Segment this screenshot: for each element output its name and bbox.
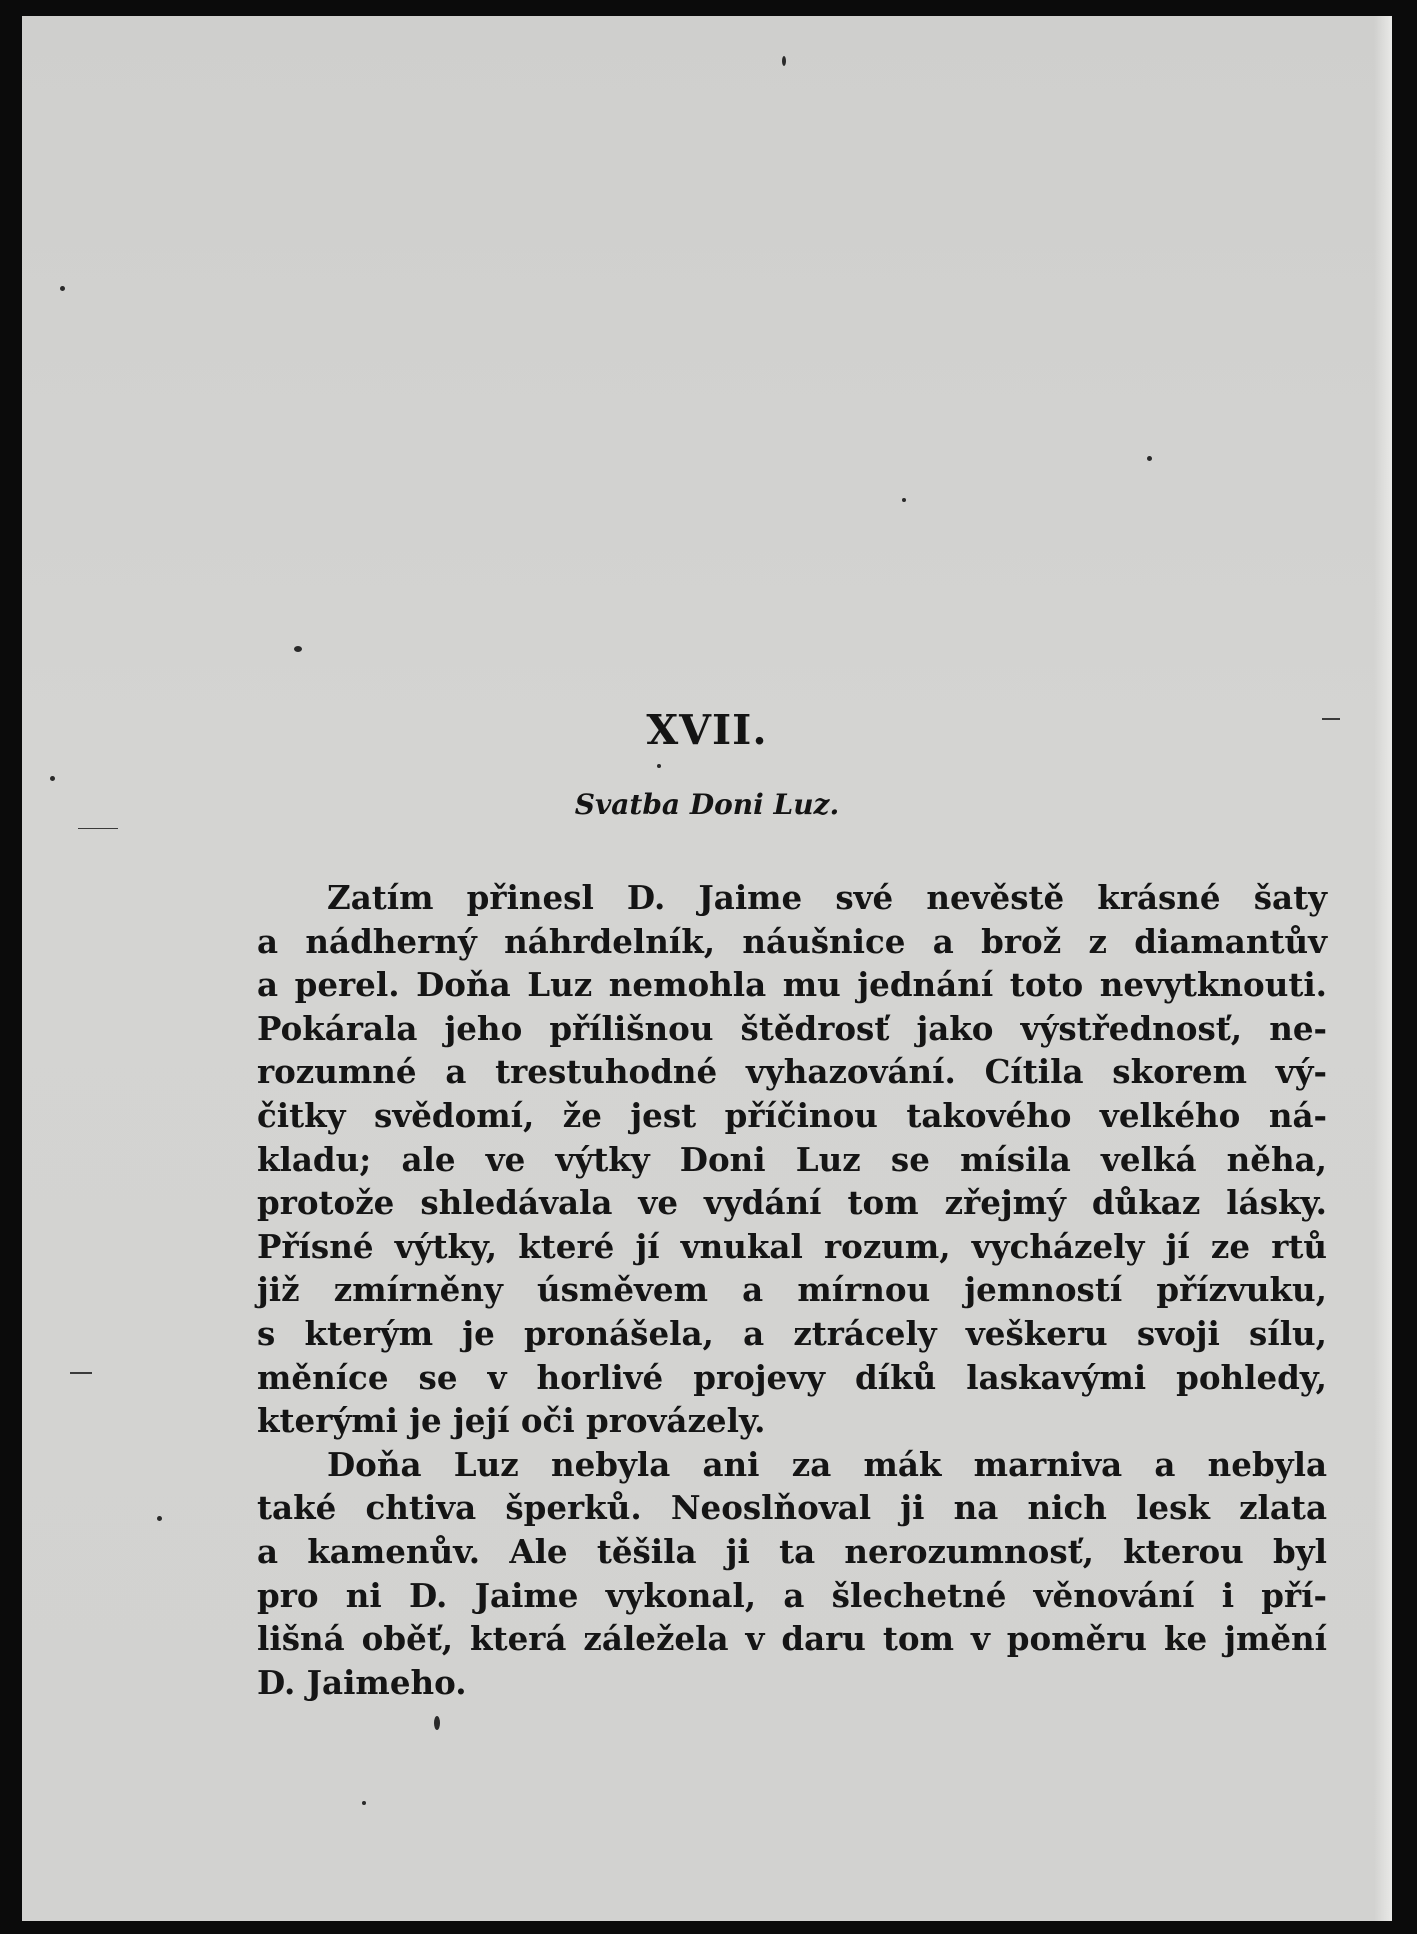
paragraph (257, 876, 1327, 1443)
book-page (22, 16, 1392, 1921)
scan-speck (434, 1716, 440, 1730)
scan-speck (157, 1516, 162, 1521)
scan-speck (782, 56, 786, 66)
scan-mark (70, 1372, 92, 1374)
text-line: lišná oběť, která záležela v daru tom v poměru ke jmění (257, 1619, 1327, 1659)
scan-speck (362, 1801, 366, 1805)
scan-speck (657, 764, 661, 768)
text-line: Přísné výtky, které jí vnukal rozum, vycházely jí ze rtů (257, 1226, 1327, 1266)
text-line: již zmírněny úsměvem a mírnou jemností přízvuku, (257, 1270, 1327, 1310)
text-line: D. Jaimeho. (257, 1662, 467, 1702)
text-line: s kterým je pronášela, a ztrácely veškeru svoji sílu, (257, 1313, 1327, 1353)
chapter-title: Svatba Doni Luz. (574, 788, 840, 821)
scan-speck (60, 286, 65, 291)
text-line: Zatím přinesl D. Jaime své nevěstě krásné šaty (327, 878, 1327, 917)
scan-speck (294, 646, 302, 652)
text-line: měníce se v horlivé projevy díků laskavými pohledy, (257, 1357, 1327, 1397)
scan-speck (902, 498, 906, 502)
chapter-number: XVII. (646, 706, 768, 754)
text-line: Pokárala jeho přílišnou štědrosť jako výstřednosť, ne- (257, 1008, 1327, 1048)
paragraph (257, 1443, 1327, 1705)
text-line: Doňa Luz nebyla ani za mák marniva a nebyla (327, 1444, 1327, 1484)
text-line: čitky svědomí, že jest příčinou takového velkého ná- (257, 1095, 1327, 1135)
text-line: a nádherný náhrdelník, náušnice a brož z diamantův (257, 921, 1327, 961)
text-line: a kamenův. Ale těšila ji ta nerozumnosť, kterou byl (257, 1531, 1327, 1571)
text-line: také chtiva šperků. Neoslňoval ji na nich lesk zlata (257, 1488, 1327, 1528)
text-line: pro ni D. Jaime vykonal, a šlechetné věnování i pří- (257, 1575, 1327, 1615)
text-line: protože shledávala ve vydání tom zřejmý důkaz lásky. (257, 1183, 1327, 1223)
text-line: kladu; ale ve výtky Doni Luz se mísila velká něha, (257, 1139, 1327, 1179)
scan-speck (50, 776, 55, 781)
scan-speck (1147, 456, 1152, 461)
scan-mark (1322, 718, 1340, 720)
text-line: kterými je její oči provázely. (257, 1401, 766, 1441)
text-line: rozumné a trestuhodné vyhazování. Cítila skorem vý- (257, 1052, 1327, 1092)
scan-mark (78, 828, 118, 829)
chapter-body (257, 876, 1327, 1704)
text-line: a perel. Doňa Luz nemohla mu jednání toto nevytknouti. (257, 965, 1327, 1005)
